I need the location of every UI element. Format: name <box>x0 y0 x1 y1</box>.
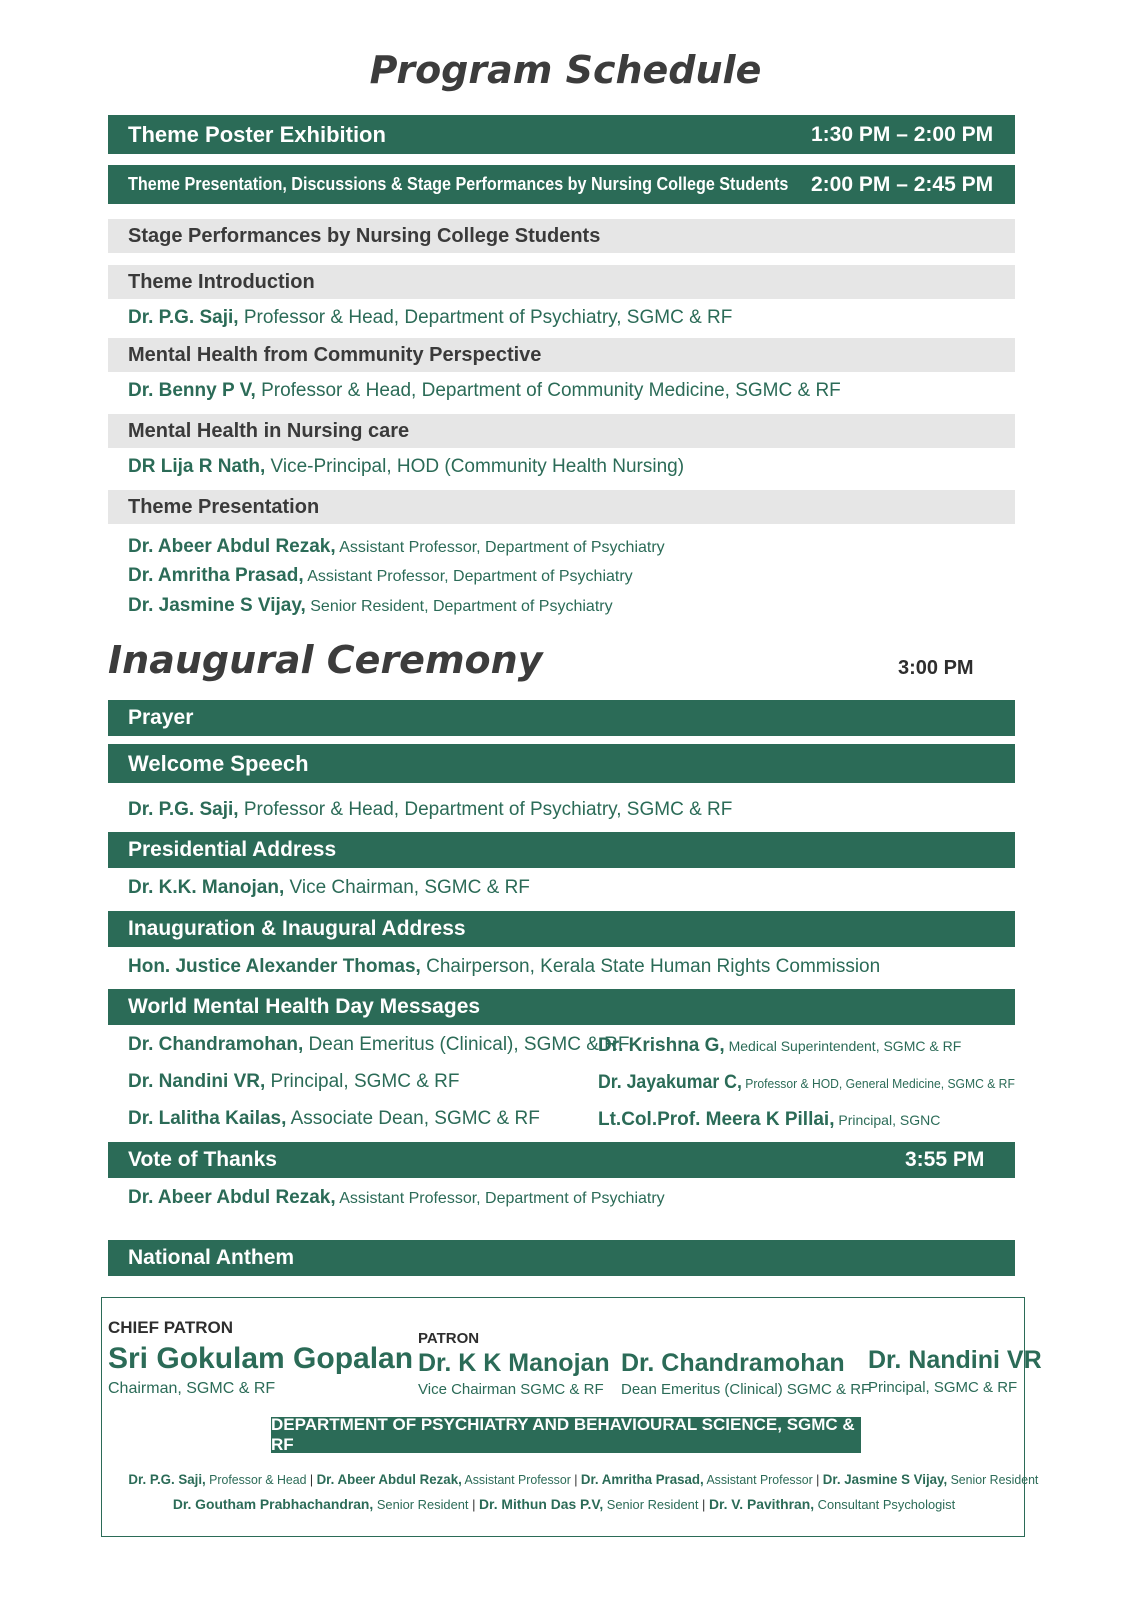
welcome-speech-bar <box>108 744 1015 783</box>
bar-label: World Mental Health Day Messages <box>128 995 481 1018</box>
theme-presentation-grey-bar <box>108 490 1015 524</box>
speaker-role: Assistant Professor, Department of Psychiatry <box>335 539 665 556</box>
speaker-line <box>128 799 732 821</box>
chief-patron-label: CHIEF PATRON <box>108 1318 233 1337</box>
bar-label: Theme Introduction <box>128 270 315 293</box>
speaker-line <box>128 380 841 402</box>
presenter-line <box>128 565 633 587</box>
patron-name: Dr. Chandramohan <box>621 1349 845 1377</box>
team-row <box>128 1471 1039 1487</box>
speaker-name: Dr. K.K. Manojan, <box>128 877 285 898</box>
speaker-name: Lt.Col.Prof. Meera K Pillai, <box>598 1109 835 1130</box>
message-line <box>128 1034 629 1056</box>
theme-presentation-bar <box>108 165 1015 204</box>
theme-introduction-bar <box>108 265 1015 299</box>
bar-time: 3:55 PM <box>905 1148 985 1171</box>
speaker-line <box>128 877 530 899</box>
speaker-line <box>128 1187 665 1209</box>
separator: | <box>812 1472 823 1487</box>
speaker-role: Principal, SGMC & RF <box>265 1071 460 1092</box>
speaker-role: Professor & HOD, General Medicine, SGMC & RF <box>741 1076 1015 1091</box>
patron-name: Dr. Nandini VR <box>868 1346 1042 1374</box>
speaker-role: Professor & Head, Department of Community Medicine, SGMC & RF <box>255 380 841 401</box>
team-name: Dr. Jasmine S Vijay, <box>822 1471 948 1487</box>
speaker-line <box>128 456 684 478</box>
department-bar <box>271 1417 861 1453</box>
vote-of-thanks-bar <box>108 1142 1015 1178</box>
team-role: Professor & Head <box>205 1472 307 1487</box>
presidential-address-bar <box>108 832 1015 868</box>
speaker-name: Dr. P.G. Saji, <box>128 799 239 820</box>
team-role: Senior Resident <box>603 1497 699 1512</box>
patron-role: Dean Emeritus (Clinical) SGMC & RF <box>621 1381 871 1398</box>
speaker-name: Dr. Amritha Prasad, <box>128 565 304 586</box>
separator: | <box>306 1472 317 1487</box>
bar-label: Mental Health in Nursing care <box>128 419 410 442</box>
speaker-name: DR Lija R Nath, <box>128 456 266 477</box>
speaker-name: Dr. Chandramohan, <box>128 1034 304 1055</box>
speaker-role: Vice-Principal, HOD (Community Health Nursing) <box>265 456 685 477</box>
separator: | <box>570 1472 581 1487</box>
speaker-name: Dr. Benny P V, <box>128 380 256 401</box>
team-name: Dr. Goutham Prabhachandran, <box>172 1496 374 1512</box>
speaker-name: Dr. Abeer Abdul Rezak, <box>128 536 336 557</box>
speaker-name: Dr. Abeer Abdul Rezak, <box>128 1187 336 1208</box>
chief-patron-role: Chairman, SGMC & RF <box>108 1380 276 1397</box>
speaker-role: Principal, SGNC <box>834 1112 941 1128</box>
poster-exhibition-bar <box>108 115 1015 154</box>
speaker-role: Medical Superintendent, SGMC & RF <box>724 1038 962 1054</box>
speaker-role: Professor & Head, Department of Psychiatry, SGMC & RF <box>238 307 733 328</box>
page-title: Program Schedule <box>369 48 762 92</box>
team-name: Dr. P.G. Saji, <box>128 1471 206 1487</box>
speaker-name: Dr. Jasmine S Vijay, <box>128 595 306 616</box>
separator: | <box>698 1497 709 1512</box>
bar-label: Presidential Address <box>128 838 337 861</box>
speaker-name: Dr. Lalitha Kailas, <box>128 1108 287 1129</box>
message-line <box>598 1109 940 1131</box>
patron-role: Principal, SGMC & RF <box>868 1379 1018 1396</box>
bar-label: Welcome Speech <box>128 750 309 776</box>
speaker-role: Assistant Professor, Department of Psychiatry <box>335 1190 665 1207</box>
bar-label: Inauguration & Inaugural Address <box>128 917 466 940</box>
message-line <box>598 1035 961 1057</box>
bar-label: Prayer <box>128 706 194 729</box>
team-role: Assistant Professor <box>461 1472 571 1487</box>
inauguration-bar <box>108 911 1015 947</box>
chief-patron-name: Sri Gokulam Gopalan <box>108 1342 414 1375</box>
inaugural-time: 3:00 PM <box>898 657 974 679</box>
team-role: Senior Resident <box>947 1472 1039 1487</box>
team-role: Senior Resident <box>373 1497 469 1512</box>
bar-label: Theme Presentation <box>128 495 320 518</box>
speaker-role: Associate Dean, SGMC & RF <box>286 1108 540 1129</box>
team-name: Dr. Mithun Das P.V, <box>479 1496 604 1512</box>
team-role: Consultant Psychologist <box>814 1497 956 1512</box>
patron-role: Vice Chairman SGMC & RF <box>418 1381 604 1398</box>
bar-time: 2:00 PM – 2:45 PM <box>811 172 994 196</box>
inaugural-title: Inaugural Ceremony <box>108 638 543 682</box>
bar-label: National Anthem <box>128 1246 295 1269</box>
bar-label: Stage Performances by Nursing College Students <box>128 224 601 247</box>
prayer-bar <box>108 700 1015 736</box>
stage-performances-bar <box>108 219 1015 253</box>
bar-label: Theme Poster Exhibition <box>128 121 386 147</box>
speaker-name: Dr. Krishna G, <box>598 1035 725 1056</box>
speaker-name: Dr. P.G. Saji, <box>128 307 239 328</box>
presenter-line <box>128 595 613 617</box>
bar-label: Mental Health from Community Perspective <box>128 343 542 366</box>
nursing-care-bar <box>108 414 1015 448</box>
speaker-role: Vice Chairman, SGMC & RF <box>284 877 530 898</box>
speaker-role: Professor & Head, Department of Psychiatry, SGMC & RF <box>238 799 733 820</box>
message-line <box>128 1071 460 1093</box>
bar-label: Vote of Thanks <box>128 1148 277 1171</box>
speaker-name: Hon. Justice Alexander Thomas, <box>128 956 421 977</box>
speaker-line <box>128 307 732 329</box>
message-line <box>598 1072 1015 1094</box>
speaker-role: Dean Emeritus (Clinical), SGMC & RF <box>303 1034 630 1055</box>
national-anthem-bar <box>108 1240 1015 1276</box>
team-role: Assistant Professor <box>703 1472 813 1487</box>
team-name: Dr. V. Pavithran, <box>708 1496 815 1512</box>
bar-label: Theme Presentation, Discussions & Stage Performances by Nursing College Students <box>128 174 789 194</box>
team-name: Dr. Abeer Abdul Rezak, <box>316 1471 462 1487</box>
speaker-role: Chairperson, Kerala State Human Rights Commission <box>420 956 881 977</box>
community-perspective-bar <box>108 338 1015 372</box>
department-label: DEPARTMENT OF PSYCHIATRY AND BEHAVIOURAL SCIENCE, SGMC & RF <box>271 1415 855 1454</box>
messages-bar <box>108 989 1015 1025</box>
bar-time: 1:30 PM – 2:00 PM <box>811 122 994 146</box>
separator: | <box>468 1497 480 1512</box>
speaker-name: Dr. Nandini VR, <box>128 1071 266 1092</box>
team-row <box>109 1496 1019 1512</box>
speaker-role: Assistant Professor, Department of Psychiatry <box>303 568 633 585</box>
message-line <box>128 1108 540 1130</box>
patron-name: Dr. K K Manojan <box>418 1349 610 1377</box>
team-name: Dr. Amritha Prasad, <box>580 1471 704 1487</box>
speaker-line <box>128 956 880 978</box>
speaker-name: Dr. Jayakumar C, <box>598 1072 742 1093</box>
patron-label: PATRON <box>418 1330 480 1347</box>
speaker-role: Senior Resident, Department of Psychiatry <box>305 598 613 615</box>
presenter-line <box>128 536 665 558</box>
